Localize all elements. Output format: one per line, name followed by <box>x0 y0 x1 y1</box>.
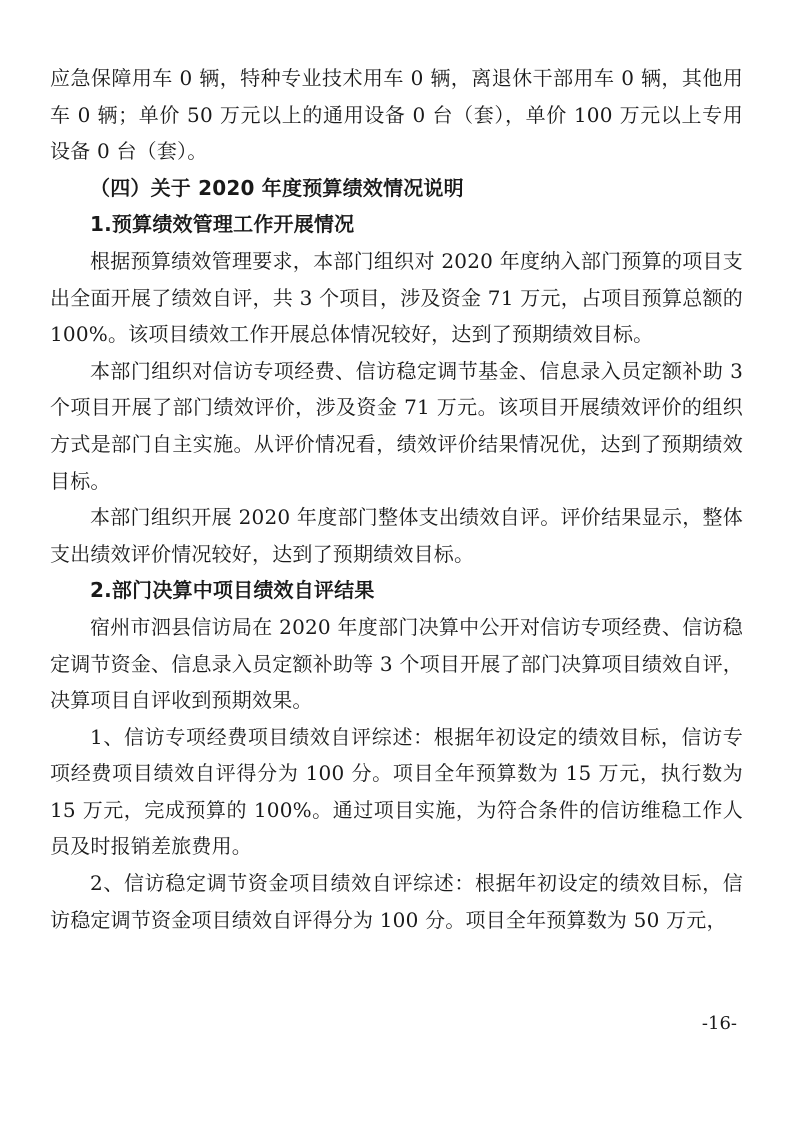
page-number: -16- <box>701 1013 737 1034</box>
subheading-project-results: 2.部门决算中项目绩效自评结果 <box>90 578 375 603</box>
document-body <box>50 60 743 938</box>
paragraph-vehicles-equipment: 应急保障用车 0 辆，特种专业技术用车 0 辆，离退休干部用车 0 辆，其他用车 0 辆；单价 50 万元以上的通用设备 0 台（套），单价 100 万元以上专用设备 0 台（套）。 <box>50 66 743 164</box>
paragraph-final-accounts: 宿州市泗县信访局在 2020 年度部门决算中公开对信访专项经费、信访稳定调节资金、信息录入员定额补助等 3 个项目开展了部门决算项目绩效自评，决算项目自评收到预期效果。 <box>50 614 743 713</box>
paragraph-special-funds: 1、信访专项经费项目绩效自评综述：根据年初设定的绩效目标，信访专项经费项目绩效自评得分为 100 分。项目全年预算数为 15 万元，执行数为 15 万元，完成预算的 100%。通过项目实施，为符合条件的信访维稳工作人员及时报销差旅费用。 <box>50 724 743 859</box>
paragraph-department-evaluation: 本部门组织对信访专项经费、信访稳定调节基金、信息录入员定额补助 3 个项目开展了部门绩效评价，涉及资金 71 万元。该项目开展绩效评价的组织方式是部门自主实施。从评价情况看，绩效评价结果情况优，达到了预期绩效目标。 <box>50 358 743 493</box>
paragraph-overall-expenditure: 本部门组织开展 2020 年度部门整体支出绩效自评。评价结果显示，整体支出绩效评价情况较好，达到了预期绩效目标。 <box>50 505 743 566</box>
subheading-management-work: 1.预算绩效管理工作开展情况 <box>90 212 355 237</box>
section-heading-performance: （四）关于 2020 年度预算绩效情况说明 <box>90 175 464 200</box>
paragraph-self-evaluation: 根据预算绩效管理要求，本部门组织对 2020 年度纳入部门预算的项目支出全面开展了绩效自评，共 3 个项目，涉及资金 71 万元，占项目预算总额的 100%。该项目绩效工作开展总体情况较好，达到了预期绩效目标。 <box>50 248 743 347</box>
paragraph-stability-funds: 2、信访稳定调节资金项目绩效自评综述：根据年初设定的绩效目标，信访稳定调节资金项目绩效自评得分为 100 分。项目全年预算数为 50 万元， <box>50 871 743 932</box>
